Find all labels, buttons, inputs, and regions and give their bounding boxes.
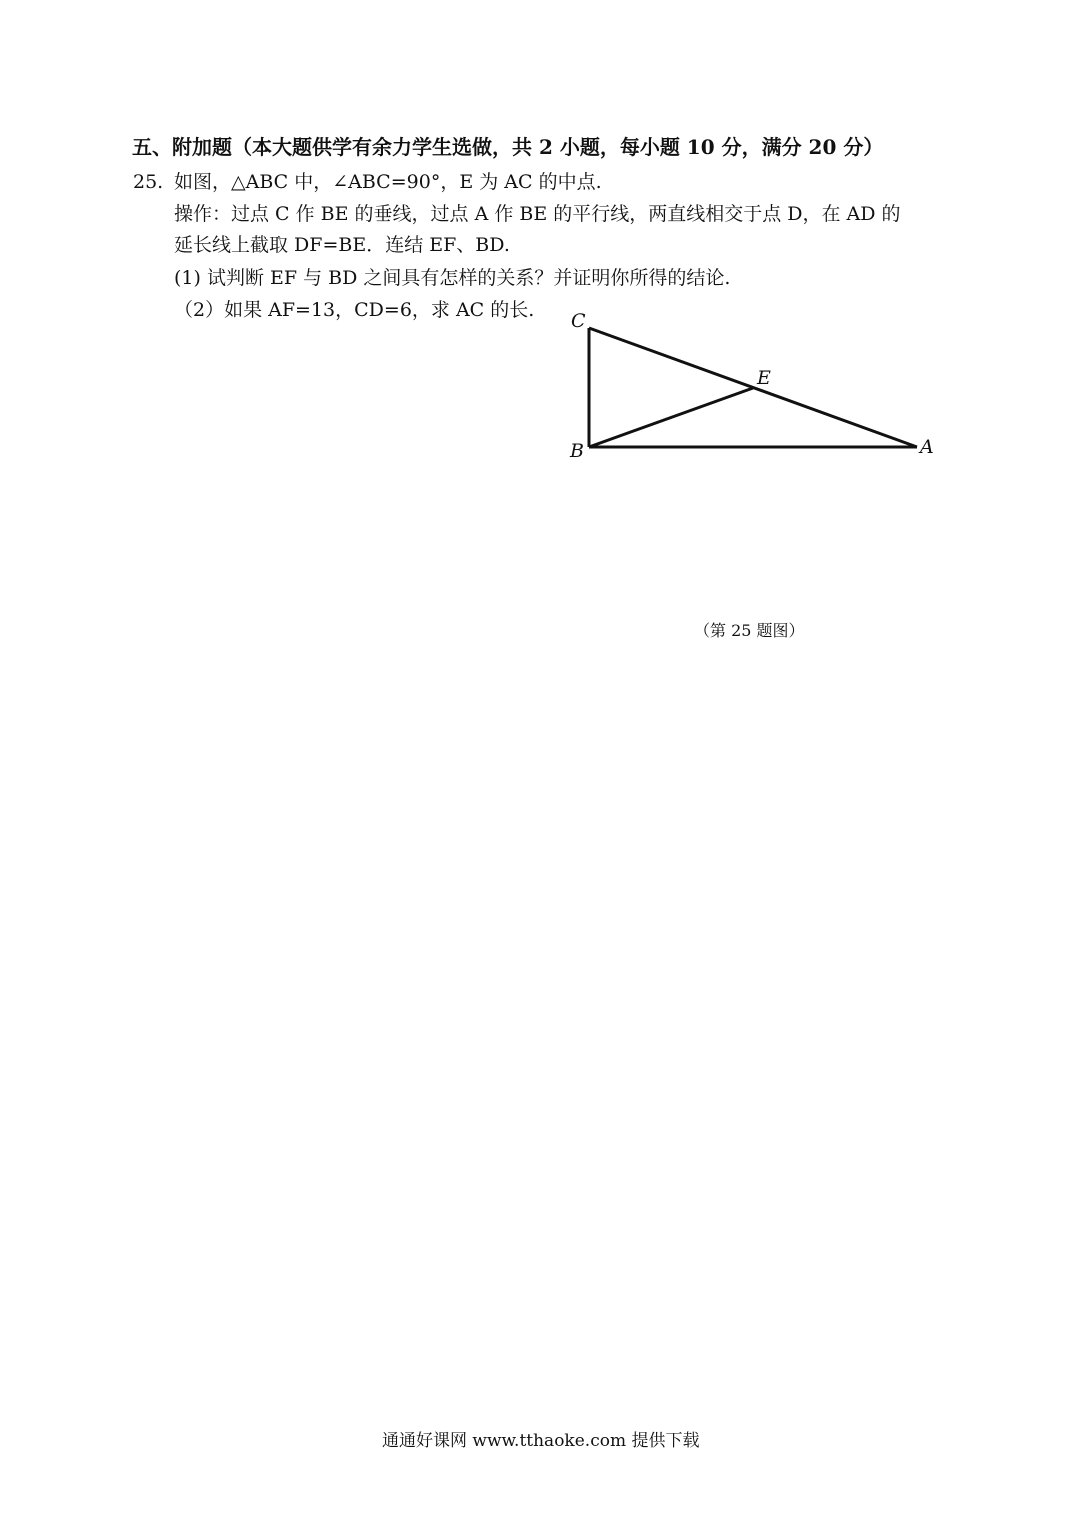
point-label-a: A	[920, 436, 934, 458]
figure-caption: （第 25 题图）	[694, 621, 805, 640]
footer-text: 通通好课网 www.tthaoke.com 提供下载	[382, 1431, 700, 1451]
triangle-figure	[560, 300, 960, 480]
operation-text-line-2: 延长线上截取 DF=BE．连结 EF、BD.	[174, 234, 510, 256]
segment-be	[589, 388, 753, 447]
point-label-b: B	[570, 440, 584, 462]
operation-text-line-1: 操作：过点 C 作 BE 的垂线，过点 A 作 BE 的平行线，两直线相交于点 D，在 AD 的	[174, 203, 901, 225]
section-heading: 五、附加题（本大题供学有余力学生选做，共 2 小题，每小题 10 分，满分 20 分）	[132, 135, 884, 159]
question-number: 25.	[133, 171, 164, 193]
question-stem: 如图，△ABC 中，∠ABC=90°，E 为 AC 的中点.	[174, 171, 602, 193]
point-label-c: C	[571, 310, 586, 332]
sub-question-2: （2）如果 AF=13，CD=6，求 AC 的长.	[174, 299, 535, 321]
point-label-e: E	[757, 367, 771, 389]
sub-question-1: (1) 试判断 EF 与 BD 之间具有怎样的关系？并证明你所得的结论.	[174, 267, 731, 289]
